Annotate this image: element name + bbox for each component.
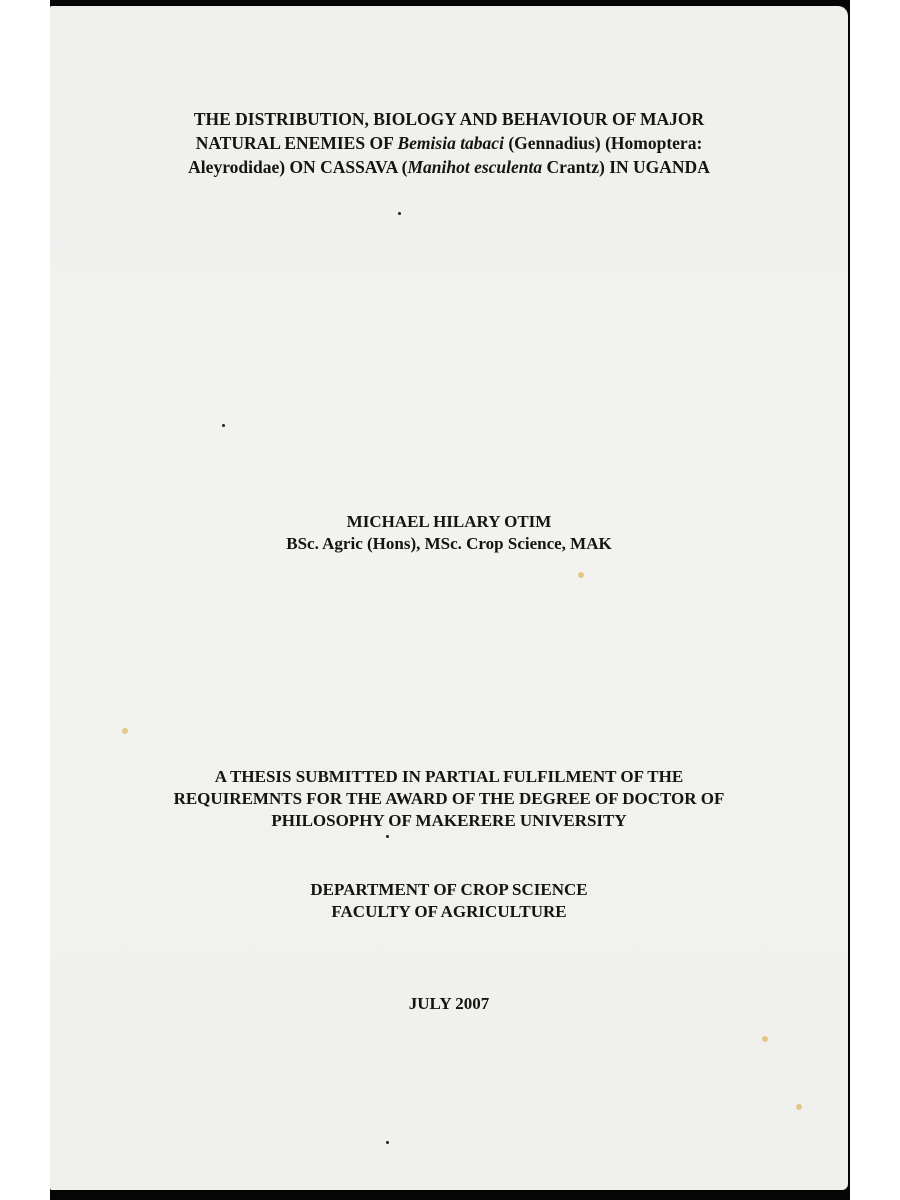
thesis-line-1: A THESIS SUBMITTED IN PARTIAL FULFILMENT OF THE (214, 767, 684, 786)
title-line-2-suffix: (Gennadius) (Homoptera: (503, 133, 703, 153)
title-line-3 (50, 155, 848, 179)
thesis-statement (50, 766, 848, 832)
species-name-manihot: Manihot esculenta (407, 157, 543, 177)
paper-speck (386, 1141, 389, 1144)
author-name: MICHAEL HILARY OTIM (346, 512, 552, 531)
title-line-3-prefix: Aleyrodidae) ON CASSAVA ( (188, 157, 408, 177)
author-degrees: BSc. Agric (Hons), MSc. Crop Science, MAK (286, 534, 612, 553)
paper-speck (122, 728, 128, 734)
thesis-line-3: PHILOSOPHY OF MAKERERE UNIVERSITY (271, 811, 627, 830)
title-line-2-prefix: NATURAL ENEMIES OF (195, 133, 398, 153)
department-name: DEPARTMENT OF CROP SCIENCE (310, 880, 588, 899)
submission-date: JULY 2007 (408, 994, 490, 1013)
paper-speck (796, 1104, 802, 1110)
thesis-line-2: REQUIREMNTS FOR THE AWARD OF THE DEGREE OF DOCTOR OF (173, 789, 725, 808)
paper-speck (398, 212, 401, 215)
paper-speck (578, 572, 584, 578)
title-line-1: THE DISTRIBUTION, BIOLOGY AND BEHAVIOUR OF MAJOR (193, 109, 705, 129)
scan-margin-right (850, 0, 900, 1200)
title-line-3-suffix: Crantz) IN UGANDA (542, 157, 710, 177)
paper-speck (222, 424, 225, 427)
thesis-title-page (50, 6, 848, 1190)
scan-margin-left (0, 0, 50, 1200)
species-name-bemisia: Bemisia tabaci (397, 133, 504, 153)
department-block (50, 879, 848, 923)
faculty-name: FACULTY OF AGRICULTURE (331, 902, 567, 921)
paper-speck (762, 1036, 768, 1042)
thesis-title (50, 107, 848, 179)
paper-speck (386, 835, 389, 838)
title-line-2 (50, 131, 848, 155)
author-block (50, 511, 848, 555)
